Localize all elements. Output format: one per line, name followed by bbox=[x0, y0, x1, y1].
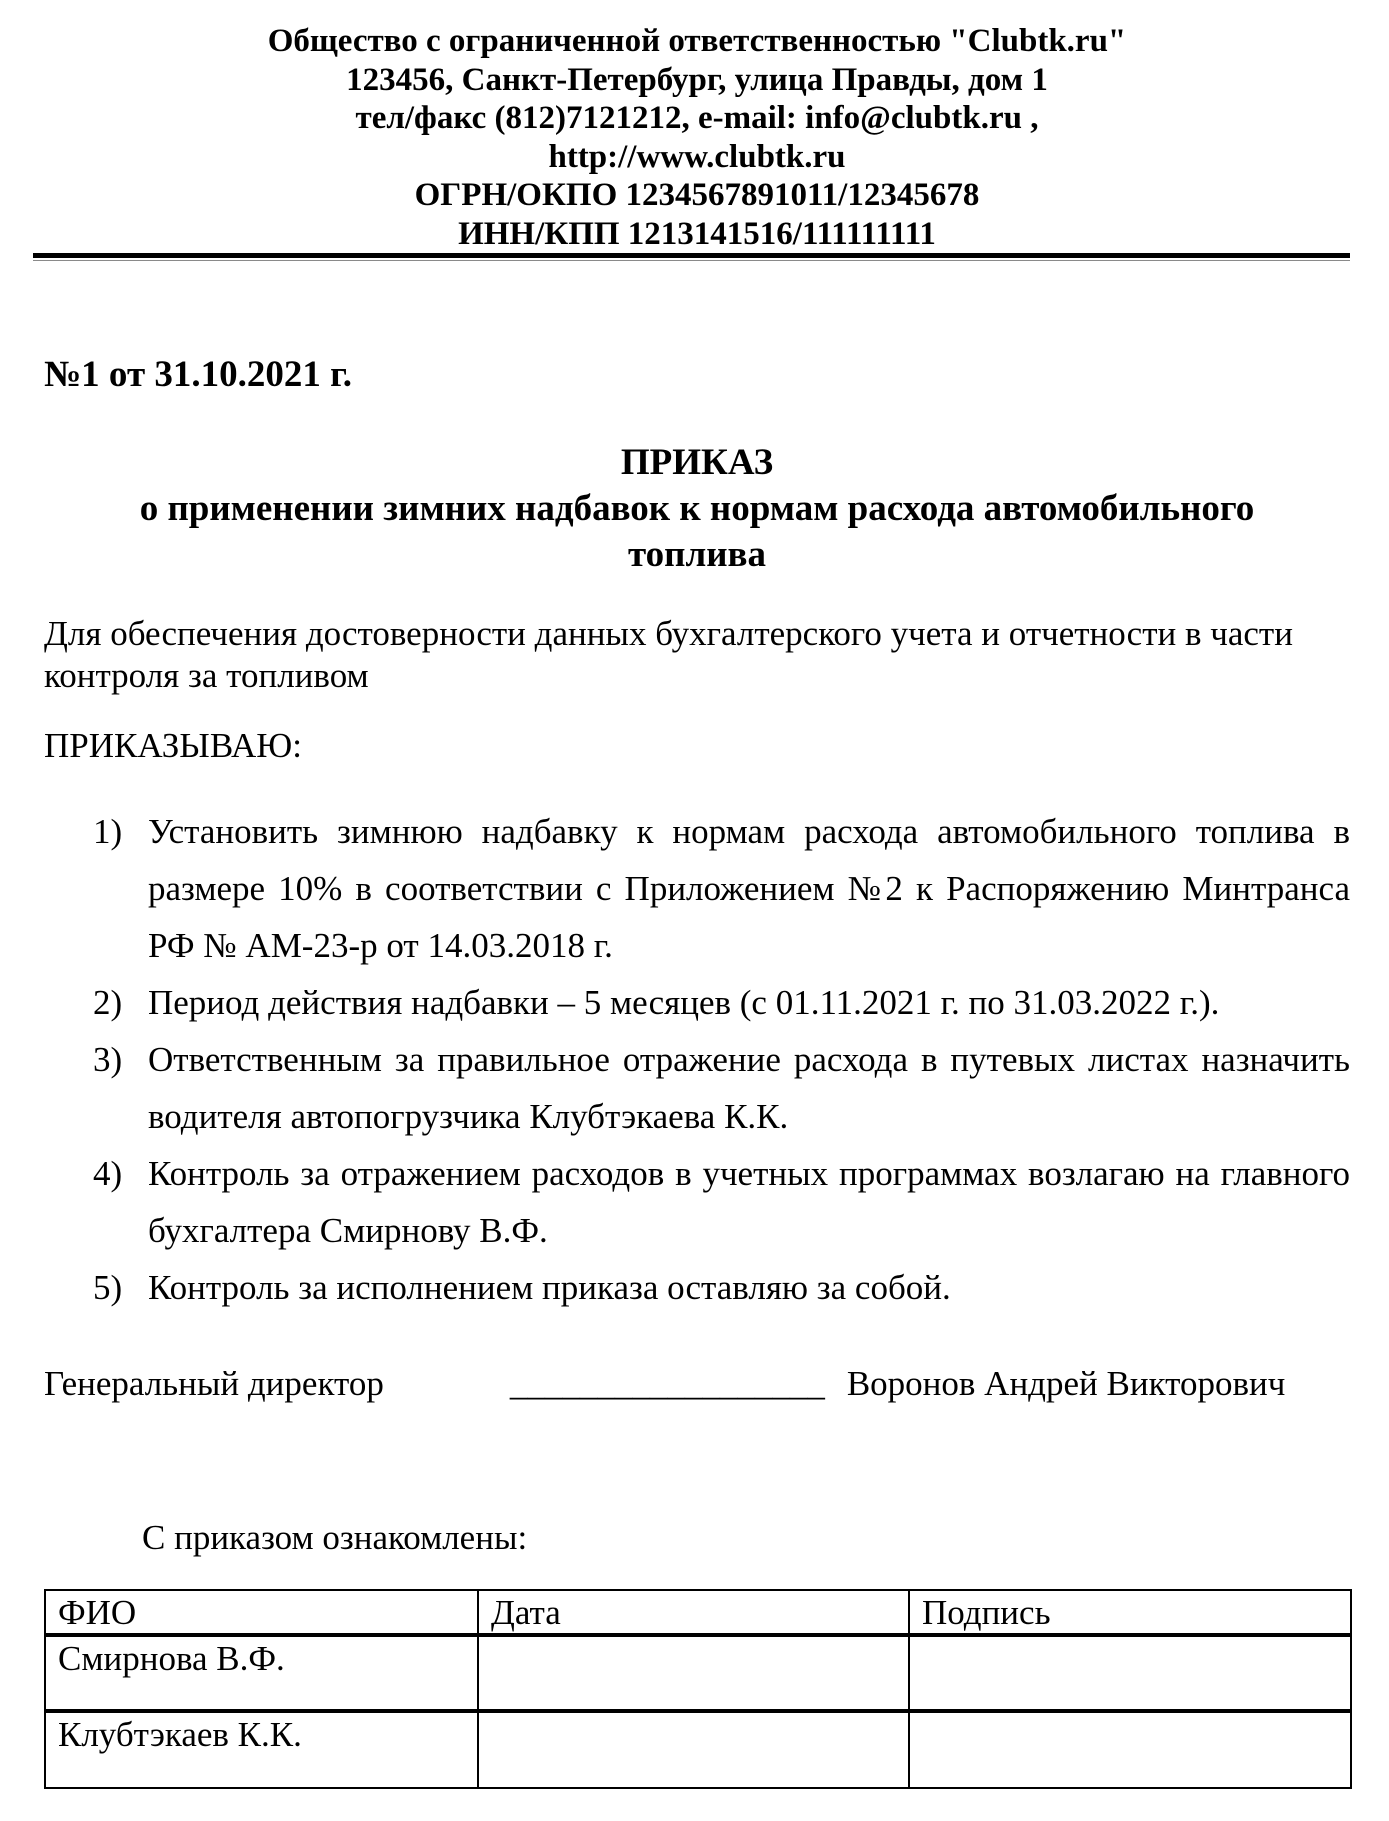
acknowledgement-label: С приказом ознакомлены: bbox=[142, 1518, 528, 1557]
table-cell-name: Клубтэкаев К.К. bbox=[45, 1711, 478, 1788]
letterhead-company-name: Общество с ограниченной ответственностью "Clubtk.ru" bbox=[267, 23, 1127, 59]
table-cell-name: Смирнова В.Ф. bbox=[45, 1635, 478, 1711]
acknowledgement-table bbox=[44, 1589, 1352, 1789]
director-name: Воронов Андрей Викторович bbox=[846, 1364, 1286, 1403]
document-title: ПРИКАЗ bbox=[620, 442, 774, 483]
title-block bbox=[44, 440, 1350, 578]
table-header-date: Дата bbox=[478, 1590, 909, 1635]
letterhead-phone-email: тел/факс (812)7121212, e-mail: info@clubtk.ru , bbox=[355, 100, 1039, 136]
table-cell-date bbox=[478, 1635, 909, 1711]
table-header-fio: ФИО bbox=[45, 1590, 478, 1635]
director-role-label: Генеральный директор bbox=[44, 1364, 384, 1403]
list-item-number: 2) bbox=[93, 983, 123, 1022]
letterhead bbox=[44, 22, 1350, 253]
list-item bbox=[93, 1259, 1350, 1316]
list-item-text: Контроль за отражением расходов в учетных программах возлагаю на главного бухгалтера Смирнову В.Ф. bbox=[148, 1154, 1350, 1250]
list-item bbox=[93, 974, 1350, 1031]
table-header-signature: Подпись bbox=[909, 1590, 1351, 1635]
list-item-number: 3) bbox=[93, 1040, 123, 1079]
list-item-number: 5) bbox=[93, 1268, 123, 1307]
list-item-text: Период действия надбавки – 5 месяцев (с 01.11.2021 г. по 31.03.2022 г.). bbox=[148, 983, 1220, 1022]
document-subtitle-line-2: топлива bbox=[627, 534, 767, 575]
list-item-text: Ответственным за правильное отражение расхода в путевых листах назначить водителя автопогрузчика Клубтэкаева К.К. bbox=[148, 1040, 1350, 1136]
letterhead-ogrn-okpo: ОГРН/ОКПО 1234567891011/12345678 bbox=[414, 177, 980, 213]
list-item-number: 1) bbox=[93, 812, 123, 851]
decree-label: ПРИКАЗЫВАЮ: bbox=[44, 726, 302, 765]
list-item bbox=[93, 803, 1350, 974]
list-item-text: Установить зимнюю надбавку к нормам расхода автомобильного топлива в размере 10% в соответствии с Приложением №2 к Распоряжению Минтранса РФ № АМ-23-р от 14.03.2018 г. bbox=[148, 812, 1350, 965]
order-items-list bbox=[93, 803, 1350, 1316]
table-cell-signature bbox=[909, 1635, 1351, 1711]
table-header-row bbox=[45, 1590, 1351, 1635]
letterhead-website: http://www.clubtk.ru bbox=[548, 138, 846, 175]
order-number: №1 от 31.10.2021 г. bbox=[44, 354, 352, 395]
list-item bbox=[93, 1031, 1350, 1145]
list-item-text: Контроль за исполнением приказа оставляю за собой. bbox=[148, 1268, 951, 1307]
list-item-number: 4) bbox=[93, 1154, 123, 1193]
table-row bbox=[45, 1711, 1351, 1788]
signature-row bbox=[44, 1363, 1350, 1405]
letterhead-address: 123456, Санкт-Петербург, улица Правды, дом 1 bbox=[346, 61, 1048, 98]
table-cell-signature bbox=[909, 1711, 1351, 1788]
letterhead-inn-kpp: ИНН/КПП 1213141516/111111111 bbox=[458, 215, 936, 252]
signature-line: __________________ bbox=[509, 1364, 825, 1403]
table-cell-date bbox=[478, 1711, 909, 1788]
letterhead-divider bbox=[33, 253, 1350, 261]
document-subtitle-line-1: о применении зимних надбавок к нормам расхода автомобильного bbox=[139, 488, 1255, 529]
table-row bbox=[45, 1635, 1351, 1711]
intro-paragraph: Для обеспечения достоверности данных бухгалтерского учета и отчетности в части контроля за топливом bbox=[44, 614, 1293, 695]
list-item bbox=[93, 1145, 1350, 1259]
